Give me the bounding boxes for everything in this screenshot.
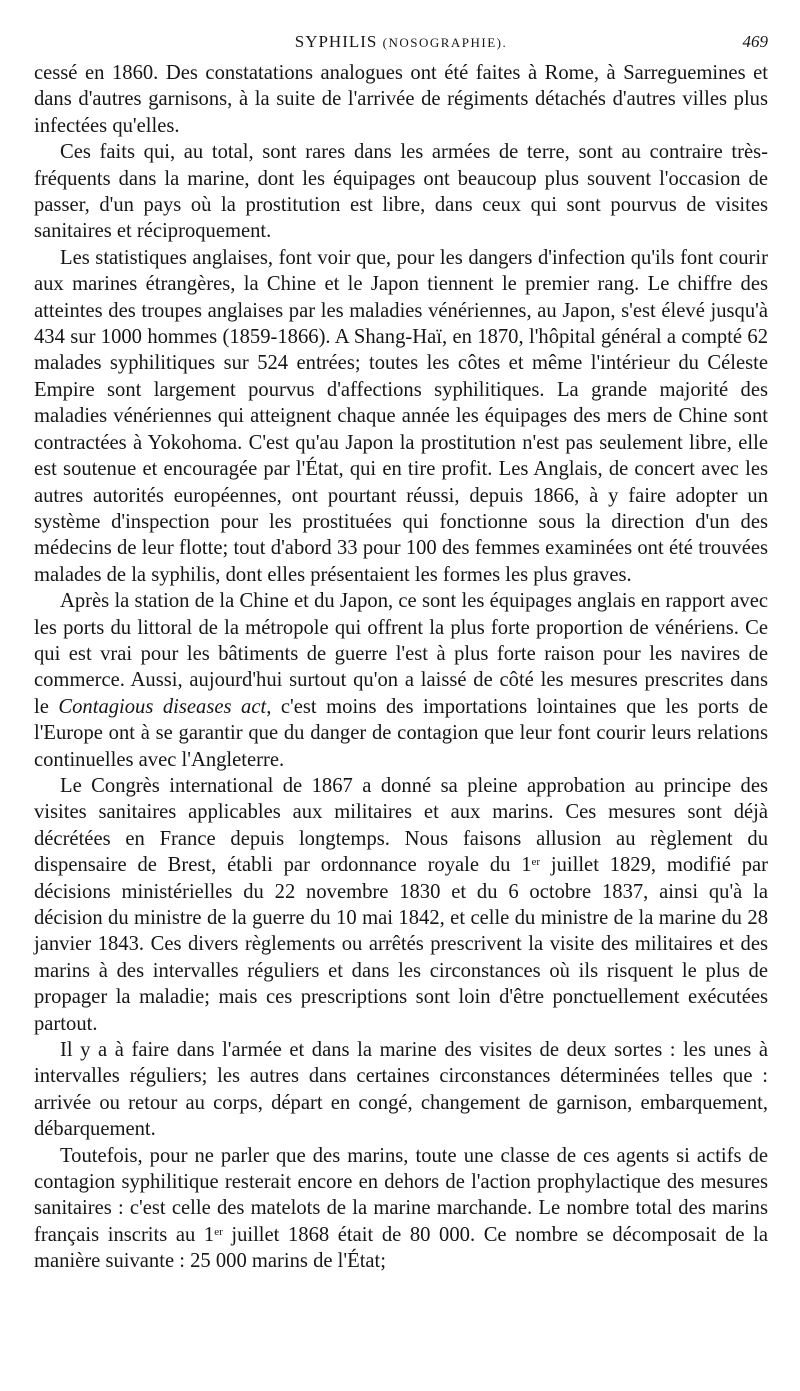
ordinal-superscript: er <box>531 856 541 869</box>
paragraph-5 <box>34 773 768 1037</box>
body-text <box>34 60 768 1275</box>
paragraph-7 <box>34 1143 768 1275</box>
paragraph-5-text-a: Le Congrès international de 1867 a donné sa pleine approbation au principe des visites sanitaires applicables aux militaires et aux marins. Ces mesures sont déjà décrétées en France depuis longtemps. Nous faisons allusion au règlement du dispensaire de Brest, établi par ordonnance royale du 1 <box>34 774 768 877</box>
paragraph-4 <box>34 588 768 773</box>
running-header <box>34 32 768 58</box>
page-number: 469 <box>742 32 768 51</box>
header-subtitle: (NOSOGRAPHIE). <box>382 35 508 50</box>
paragraph-7-text-a: Toutefois, pour ne parler que des marins, toute une classe de ces agents si actifs de contagion syphilitique resterait encore en dehors de l'action prophylactique des mesures sanitaires : c'est celle des matelots de la marine marchande. Le nombre total des marins français inscrits au 1 <box>34 1144 768 1246</box>
paragraph-5-text-b: juillet 1829, modifié par décisions ministérielles du 22 novembre 1830 et du 6 octobre 1837, ainsi qu'à la décision du ministre de la guerre du 10 mai 1842, et celle du ministre de la marine du 28 janvier 1843. Ces divers règlements ou arrêtés prescrivent la visite des militaires et des marins à des intervalles réguliers et dans les circonstances où ils risquent le plus de propager la maladie; mais ces prescriptions sont loin d'être ponctuellement exécutées partout. <box>34 854 768 1035</box>
paragraph-2: Ces faits qui, au total, sont rares dans les armées de terre, sont au contraire très-fréquents dans la marine, dont les équipages ont beaucoup plus souvent l'occasion de passer, d'un pays où la prostitution est libre, dans ceux qui sont pourvus de visites sanitaires et réciproquement. <box>34 141 768 243</box>
paragraph-7-text-b: juillet 1868 était de 80 000. Ce nombre se décomposait de la manière suivante : 25 000 marins de l'État; <box>34 1223 769 1273</box>
paragraph-4-text-a: Après la station de la Chine et du Japon, ce sont les équipages anglais en rapport avec les ports du littoral de la métropole qui offrent la plus forte proportion de vénériens. Ce qui est vrai pour les bâtiments de guerre l'est à plus forte raison pour les navires de commerce. Aussi, aujourd'hui surtout qu'on a laissé de côté les mesures prescrites dans le <box>34 590 768 718</box>
paragraph-4-text-b: , c'est moins des importations lointaines que les ports de l'Europe ont à se garantir que du danger de contagion que leur font courir leurs relations continuelles avec l'Angleterre. <box>34 695 768 771</box>
running-title <box>34 32 768 52</box>
ordinal-superscript: er <box>214 1225 223 1238</box>
paragraph-1: cessé en 1860. Des constatations analogues ont été faites à Rome, à Sarreguemines et dans d'autres garnisons, à la suite de l'arrivée de régiments détachés d'autres villes plus infectées qu'elles. <box>34 62 768 137</box>
act-title: Contagious diseases act <box>58 695 267 718</box>
paragraph-3: Les statistiques anglaises, font voir que, pour les dangers d'infection qu'ils font courir aux marines étrangères, la Chine et le Japon tiennent le premier rang. Le chiffre des atteintes des troupes anglaises par les maladies vénériennes, au Japon, s'est élevé jusqu'à 434 sur 1000 hommes (1859-1866). A Shang-Haï, en 1870, l'hôpital général a compté 62 malades syphilitiques sur 524 entrées; toutes les côtes et même l'intérieur du Céleste Empire sont largement pourvus d'affections syphilitiques. La grande majorité des maladies vénériennes qui atteignent chaque année les équipages des mers de Chine sont contractées à Yokohoma. C'est qu'au Japon la prostitution n'est pas seulement libre, elle est soutenue et encouragée par l'État, qui en tire profit. Les Anglais, de concert avec les autres autorités européennes, ont pourtant réussi, depuis 1866, à y faire adopter un système d'inspection pour les prostituées qui fonctionne sous la direction d'un des médecins de leur flotte; tout d'abord 33 pour 100 des femmes examinées ont été trouvées malades de la syphilis, dont elles présentaient les formes les plus graves. <box>34 246 768 586</box>
paragraph-6: Il y a à faire dans l'armée et dans la marine des visites de deux sortes : les unes à intervalles réguliers; les autres dans certaines circonstances déterminées telles que : arrivée ou retour au corps, départ en congé, changement de garnison, embarquement, débarquement. <box>34 1039 768 1141</box>
header-title: SYPHILIS <box>294 32 378 51</box>
